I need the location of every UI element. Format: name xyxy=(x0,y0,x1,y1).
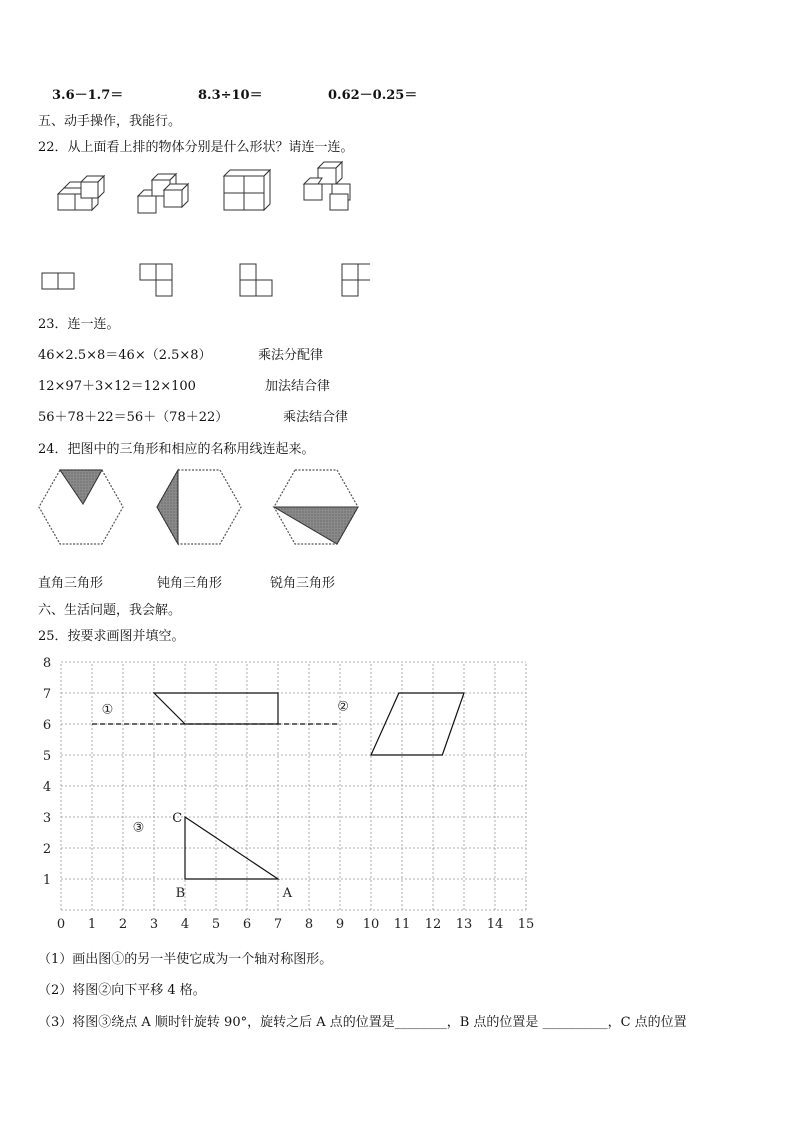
x-tick-label: 6 xyxy=(242,917,252,930)
triangle-1 xyxy=(60,470,102,504)
section-6-title: 六、生活问题，我会解。 xyxy=(38,603,182,618)
q25-sub-2: （2）将图②向下平移 4 格。 xyxy=(38,983,206,998)
x-tick-label: 1 xyxy=(87,917,97,930)
y-tick-label: 8 xyxy=(42,656,52,671)
x-tick-label: 10 xyxy=(362,917,380,930)
q24-hexagons xyxy=(38,466,368,552)
q22-text: 22．从上面看上排的物体分别是什么形状？请连一连。 xyxy=(38,140,354,155)
cube-object-2 xyxy=(138,174,188,213)
y-tick-label: 2 xyxy=(42,842,52,857)
x-tick-label: 13 xyxy=(455,917,473,930)
point-b-label: B xyxy=(175,886,186,901)
q25-text: 25．按要求画图并填空。 xyxy=(38,629,185,644)
q24-label-3: 锐角三角形 xyxy=(270,576,336,591)
q23-expr-3: 56＋78＋22＝56＋（78＋22） xyxy=(38,410,229,425)
q23-expr-2: 12×97＋3×12＝12×100 xyxy=(38,379,196,394)
x-tick-label: 7 xyxy=(273,917,283,930)
x-tick-label: 4 xyxy=(180,917,190,930)
x-tick-label: 9 xyxy=(335,917,345,930)
x-tick-label: 0 xyxy=(56,917,66,930)
x-tick-label: 11 xyxy=(393,917,411,930)
cube-object-4 xyxy=(304,162,350,210)
figure-3-label: ③ xyxy=(132,820,145,836)
x-tick-label: 12 xyxy=(424,917,442,930)
x-tick-label: 3 xyxy=(149,917,159,930)
cube-object-3 xyxy=(224,170,270,210)
section-5-title: 五、动手操作，我能行。 xyxy=(38,114,182,129)
x-tick-label: 2 xyxy=(118,917,128,930)
q25-sub-1: （1）画出图①的另一半使它成为一个轴对称图形。 xyxy=(38,952,333,967)
y-tick-label: 4 xyxy=(42,780,52,795)
x-tick-label: 14 xyxy=(486,917,504,930)
q24-label-1: 直角三角形 xyxy=(38,576,104,591)
x-tick-label: 5 xyxy=(211,917,221,930)
x-tick-label: 8 xyxy=(304,917,314,930)
q23-law-3: 乘法结合律 xyxy=(283,410,349,425)
q25-grid-figure xyxy=(34,652,534,930)
point-c-label: C xyxy=(172,811,183,826)
q23-law-1: 乘法分配律 xyxy=(258,348,324,363)
calc-item-1: 3.6－1.7＝ xyxy=(52,88,124,103)
q23-text: 23．连一连。 xyxy=(38,317,120,332)
calc-item-2: 8.3÷10＝ xyxy=(198,88,263,103)
q23-expr-1: 46×2.5×8＝46×（2.5×8） xyxy=(38,348,212,363)
top-views xyxy=(42,264,370,296)
cube-object-1 xyxy=(58,176,104,210)
q22-figures xyxy=(40,160,370,305)
point-a-label: A xyxy=(282,886,292,901)
calc-item-3: 0.62－0.25＝ xyxy=(328,88,418,103)
q25-sub-3: （3）将图③绕点 A 顺时针旋转 90°，旋转之后 A 点的位置是________，B 点的位置是 __________，C 点的位置 xyxy=(38,1015,687,1030)
y-tick-label: 3 xyxy=(42,811,52,826)
q24-text: 24．把图中的三角形和相应的名称用线连起来。 xyxy=(38,442,315,457)
figure-1-label: ① xyxy=(101,702,114,718)
figure-2-label: ② xyxy=(337,699,349,715)
y-tick-label: 5 xyxy=(42,749,52,764)
y-tick-label: 7 xyxy=(42,687,52,702)
y-tick-label: 1 xyxy=(42,873,52,888)
triangle-3 xyxy=(274,507,358,544)
q23-law-2: 加法结合律 xyxy=(265,379,331,394)
triangle-2 xyxy=(157,470,178,544)
x-tick-label: 15 xyxy=(517,917,534,930)
y-tick-label: 6 xyxy=(42,718,52,733)
q24-label-2: 钝角三角形 xyxy=(157,576,223,591)
